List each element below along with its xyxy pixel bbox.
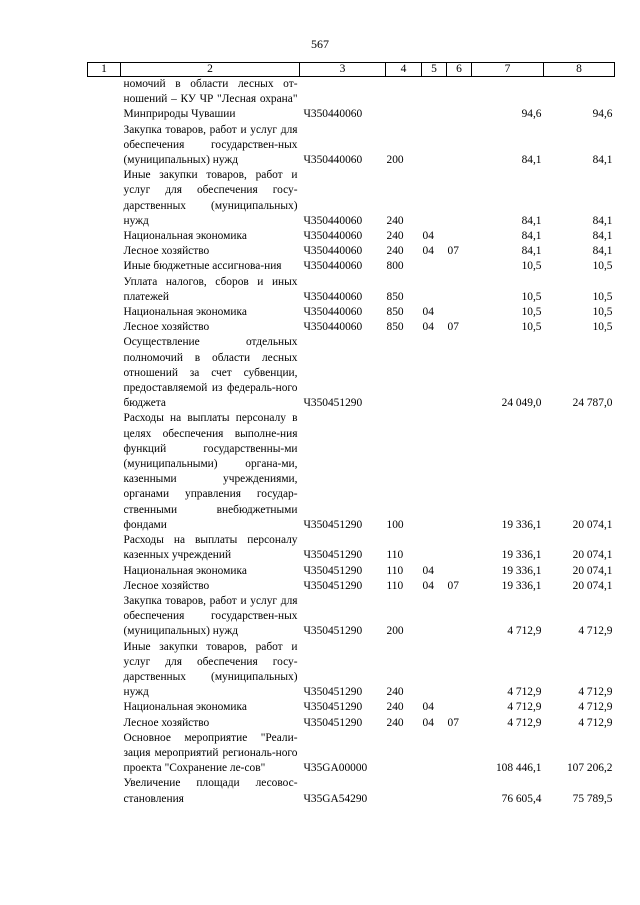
row-subsection-cell: 07 <box>447 716 459 729</box>
row-code-cell: Ч35GA00000 <box>303 762 368 775</box>
row-amount-2-cell: 84,1 <box>592 214 613 227</box>
row-expense-type-cell: 240 <box>386 245 404 258</box>
row-name-cell: Закупка товаров, работ и услуг для обеспечения государствен-ных (муниципальных) нужд <box>123 594 298 638</box>
column-header: 4 <box>386 63 422 77</box>
row-code-cell: Ч350440060 <box>303 290 363 303</box>
row-amount-2-cell: 4 712,9 <box>578 625 613 638</box>
row-code-cell: Ч350440060 <box>303 108 363 121</box>
row-amount-2-cell: 4 712,9 <box>578 686 613 699</box>
row-name-cell: Национальная экономика <box>123 701 247 714</box>
row-subsection-cell: 07 <box>447 579 459 592</box>
row-subsection-cell <box>447 594 472 640</box>
row-expense-type-cell: 110 <box>386 564 404 577</box>
row-amount-1-cell: 4 712,9 <box>507 686 542 699</box>
row-expense-type-cell <box>386 77 422 123</box>
table-row <box>88 579 615 594</box>
row-code-cell: Ч350451290 <box>303 564 363 577</box>
row-code-cell: Ч350440060 <box>303 260 363 273</box>
row-expense-type-cell: 850 <box>386 321 404 334</box>
table-row <box>88 123 615 169</box>
row-expense-type-cell: 110 <box>386 579 404 592</box>
row-blank-cell <box>88 640 121 701</box>
row-blank-cell <box>88 533 121 563</box>
row-section-cell: 04 <box>422 321 434 334</box>
row-name-cell: Осуществление отдельных полномочий в области лесных отношений за счет субвенции, предоставляемой из федераль-ного бюджета <box>123 336 298 410</box>
row-amount-2-cell: 10,5 <box>592 290 613 303</box>
row-expense-type-cell: 100 <box>386 518 404 531</box>
column-header: 7 <box>472 63 544 77</box>
column-number-row <box>88 63 615 77</box>
row-name-cell: Иные закупки товаров, работ и услуг для обеспечения госу-дарственных (муниципальных) нужд <box>123 640 298 699</box>
row-subsection-cell <box>447 776 472 806</box>
row-amount-2-cell: 84,1 <box>592 245 613 258</box>
row-blank-cell <box>88 305 121 320</box>
row-amount-1-cell: 10,5 <box>521 290 542 303</box>
row-code-cell: Ч350451290 <box>303 686 363 699</box>
row-name-cell: Расходы на выплаты персоналу казенных учреждений <box>123 534 298 562</box>
row-expense-type-cell: 200 <box>386 625 404 638</box>
row-subsection-cell <box>447 77 472 123</box>
row-subsection-cell <box>447 168 472 229</box>
table-row <box>88 168 615 229</box>
row-code-cell: Ч350451290 <box>303 397 363 410</box>
row-name-cell: Лесное хозяйство <box>123 716 210 729</box>
row-expense-type-cell: 240 <box>386 701 404 714</box>
table-row <box>88 533 615 563</box>
row-name-cell: Национальная экономика <box>123 306 247 319</box>
row-amount-1-cell: 4 712,9 <box>507 716 542 729</box>
table-row <box>88 411 615 533</box>
row-expense-type-cell: 850 <box>386 306 404 319</box>
row-amount-2-cell: 20 074,1 <box>572 518 613 531</box>
row-amount-2-cell: 94,6 <box>592 108 613 121</box>
row-amount-2-cell: 10,5 <box>592 321 613 334</box>
row-blank-cell <box>88 731 121 777</box>
row-amount-1-cell: 19 336,1 <box>501 579 542 592</box>
row-amount-1-cell: 76 605,4 <box>501 792 542 805</box>
table-row <box>88 640 615 701</box>
table-row <box>88 594 615 640</box>
table-row <box>88 716 615 731</box>
row-code-cell: Ч350451290 <box>303 625 363 638</box>
row-section-cell: 04 <box>422 579 434 592</box>
row-blank-cell <box>88 77 121 123</box>
row-name-cell: Национальная экономика <box>123 564 247 577</box>
row-expense-type-cell: 240 <box>386 686 404 699</box>
budget-table <box>87 62 615 807</box>
row-amount-1-cell: 19 336,1 <box>501 564 542 577</box>
row-section-cell <box>422 411 447 533</box>
row-name-cell: Лесное хозяйство <box>123 245 210 258</box>
row-section-cell: 04 <box>422 306 434 319</box>
row-code-cell: Ч350451290 <box>303 549 363 562</box>
row-subsection-cell <box>447 564 472 579</box>
row-amount-2-cell: 24 787,0 <box>572 397 613 410</box>
row-subsection-cell <box>447 259 472 274</box>
row-subsection-cell <box>447 731 472 777</box>
row-section-cell: 04 <box>422 230 434 243</box>
row-section-cell: 04 <box>422 245 434 258</box>
row-section-cell: 04 <box>422 716 434 729</box>
row-subsection-cell <box>447 411 472 533</box>
row-blank-cell <box>88 229 121 244</box>
column-header: 2 <box>121 63 300 77</box>
row-section-cell <box>422 533 447 563</box>
row-amount-1-cell: 10,5 <box>521 306 542 319</box>
row-amount-1-cell: 10,5 <box>521 260 542 273</box>
table-row <box>88 320 615 335</box>
row-name-cell: Иные бюджетные ассигнова-ния <box>123 260 282 273</box>
row-amount-2-cell: 107 206,2 <box>566 762 613 775</box>
row-amount-1-cell: 4 712,9 <box>507 701 542 714</box>
row-amount-2-cell: 20 074,1 <box>572 564 613 577</box>
row-name-cell: Уплата налогов, сборов и иных платежей <box>123 275 298 303</box>
row-subsection-cell: 07 <box>447 245 459 258</box>
row-section-cell <box>422 168 447 229</box>
row-expense-type-cell: 240 <box>386 214 404 227</box>
row-amount-1-cell: 19 336,1 <box>501 518 542 531</box>
row-amount-2-cell: 20 074,1 <box>572 549 613 562</box>
row-expense-type-cell: 200 <box>386 154 404 167</box>
table-row <box>88 244 615 259</box>
row-amount-1-cell: 108 446,1 <box>495 762 542 775</box>
row-subsection-cell <box>447 533 472 563</box>
row-amount-1-cell: 84,1 <box>521 230 542 243</box>
table-row <box>88 305 615 320</box>
row-expense-type-cell <box>386 776 422 806</box>
table-row <box>88 731 615 777</box>
row-amount-2-cell: 10,5 <box>592 306 613 319</box>
row-amount-1-cell: 84,1 <box>521 154 542 167</box>
row-amount-1-cell: 24 049,0 <box>501 397 542 410</box>
row-code-cell: Ч35GA54290 <box>303 792 368 805</box>
row-blank-cell <box>88 716 121 731</box>
table-row <box>88 229 615 244</box>
column-header: 1 <box>88 63 121 77</box>
row-blank-cell <box>88 564 121 579</box>
row-name-cell: номочий в области лесных от-ношений – КУ ЧР "Лесная охрана" Минприроды Чувашии <box>123 78 298 121</box>
row-subsection-cell <box>447 123 472 169</box>
row-amount-2-cell: 20 074,1 <box>572 579 613 592</box>
row-code-cell: Ч350451290 <box>303 579 363 592</box>
table-row <box>88 77 615 123</box>
row-blank-cell <box>88 244 121 259</box>
row-code-cell: Ч350451290 <box>303 518 363 531</box>
row-subsection-cell <box>447 335 472 411</box>
row-subsection-cell <box>447 229 472 244</box>
table-row <box>88 700 615 715</box>
row-amount-2-cell: 84,1 <box>592 230 613 243</box>
row-section-cell <box>422 275 447 305</box>
row-code-cell: Ч350440060 <box>303 321 363 334</box>
row-section-cell <box>422 640 447 701</box>
row-expense-type-cell: 240 <box>386 230 404 243</box>
table-row <box>88 259 615 274</box>
table-body <box>88 77 615 807</box>
row-blank-cell <box>88 123 121 169</box>
row-blank-cell <box>88 320 121 335</box>
row-subsection-cell <box>447 275 472 305</box>
row-subsection-cell <box>447 305 472 320</box>
row-code-cell: Ч350440060 <box>303 306 363 319</box>
row-expense-type-cell: 240 <box>386 716 404 729</box>
column-header: 8 <box>544 63 615 77</box>
row-subsection-cell: 07 <box>447 321 459 334</box>
row-expense-type-cell: 800 <box>386 260 404 273</box>
row-code-cell: Ч350440060 <box>303 230 363 243</box>
row-amount-2-cell: 75 789,5 <box>572 792 613 805</box>
row-section-cell: 04 <box>422 564 434 577</box>
row-section-cell <box>422 259 447 274</box>
row-expense-type-cell: 110 <box>386 549 404 562</box>
row-name-cell: Лесное хозяйство <box>123 321 210 334</box>
row-expense-type-cell <box>386 731 422 777</box>
row-blank-cell <box>88 275 121 305</box>
row-code-cell: Ч350451290 <box>303 716 363 729</box>
column-header: 5 <box>422 63 447 77</box>
row-code-cell: Ч350451290 <box>303 701 363 714</box>
row-name-cell: Основное мероприятие "Реали-зация мероприятий региональ-ного проекта "Сохранение ле-сов" <box>123 731 298 775</box>
row-blank-cell <box>88 579 121 594</box>
row-amount-2-cell: 4 712,9 <box>578 716 613 729</box>
column-header: 6 <box>447 63 472 77</box>
table-row <box>88 776 615 806</box>
row-section-cell: 04 <box>422 701 434 714</box>
row-amount-1-cell: 19 336,1 <box>501 549 542 562</box>
row-amount-2-cell: 4 712,9 <box>578 701 613 714</box>
row-amount-1-cell: 94,6 <box>521 108 542 121</box>
row-section-cell <box>422 77 447 123</box>
row-subsection-cell <box>447 700 472 715</box>
row-code-cell: Ч350440060 <box>303 154 363 167</box>
row-section-cell <box>422 594 447 640</box>
row-name-cell: Иные закупки товаров, работ и услуг для обеспечения госу-дарственных (муниципальных) нужд <box>123 169 298 227</box>
row-name-cell: Расходы на выплаты персоналу в целях обеспечения выполне-ния функций государственны-ми (муниципальными) органа-ми, казенными учреждениями, органами управления государ-ственными внебюджетными фондами <box>123 412 298 531</box>
row-blank-cell <box>88 700 121 715</box>
row-amount-2-cell: 84,1 <box>592 154 613 167</box>
table-row <box>88 275 615 305</box>
row-subsection-cell <box>447 640 472 701</box>
row-blank-cell <box>88 776 121 806</box>
page-number: 567 <box>311 37 329 51</box>
row-name-cell: Национальная экономика <box>123 230 247 243</box>
row-code-cell: Ч350440060 <box>303 245 363 258</box>
row-amount-2-cell: 10,5 <box>592 260 613 273</box>
row-amount-1-cell: 84,1 <box>521 214 542 227</box>
row-blank-cell <box>88 168 121 229</box>
column-header: 3 <box>300 63 386 77</box>
row-expense-type-cell: 850 <box>386 290 404 303</box>
row-blank-cell <box>88 259 121 274</box>
row-amount-1-cell: 10,5 <box>521 321 542 334</box>
row-blank-cell <box>88 335 121 411</box>
row-section-cell <box>422 776 447 806</box>
row-amount-1-cell: 84,1 <box>521 245 542 258</box>
table-row <box>88 564 615 579</box>
row-blank-cell <box>88 594 121 640</box>
table-row <box>88 335 615 411</box>
row-name-cell: Закупка товаров, работ и услуг для обеспечения государствен-ных (муниципальных) нужд <box>123 123 298 167</box>
row-name-cell: Увеличение площади лесовос-становления <box>123 777 298 805</box>
row-section-cell <box>422 123 447 169</box>
row-code-cell: Ч350440060 <box>303 214 363 227</box>
row-expense-type-cell <box>386 335 422 411</box>
row-section-cell <box>422 335 447 411</box>
row-blank-cell <box>88 411 121 533</box>
row-name-cell: Лесное хозяйство <box>123 579 210 592</box>
row-section-cell <box>422 731 447 777</box>
row-amount-1-cell: 4 712,9 <box>507 625 542 638</box>
